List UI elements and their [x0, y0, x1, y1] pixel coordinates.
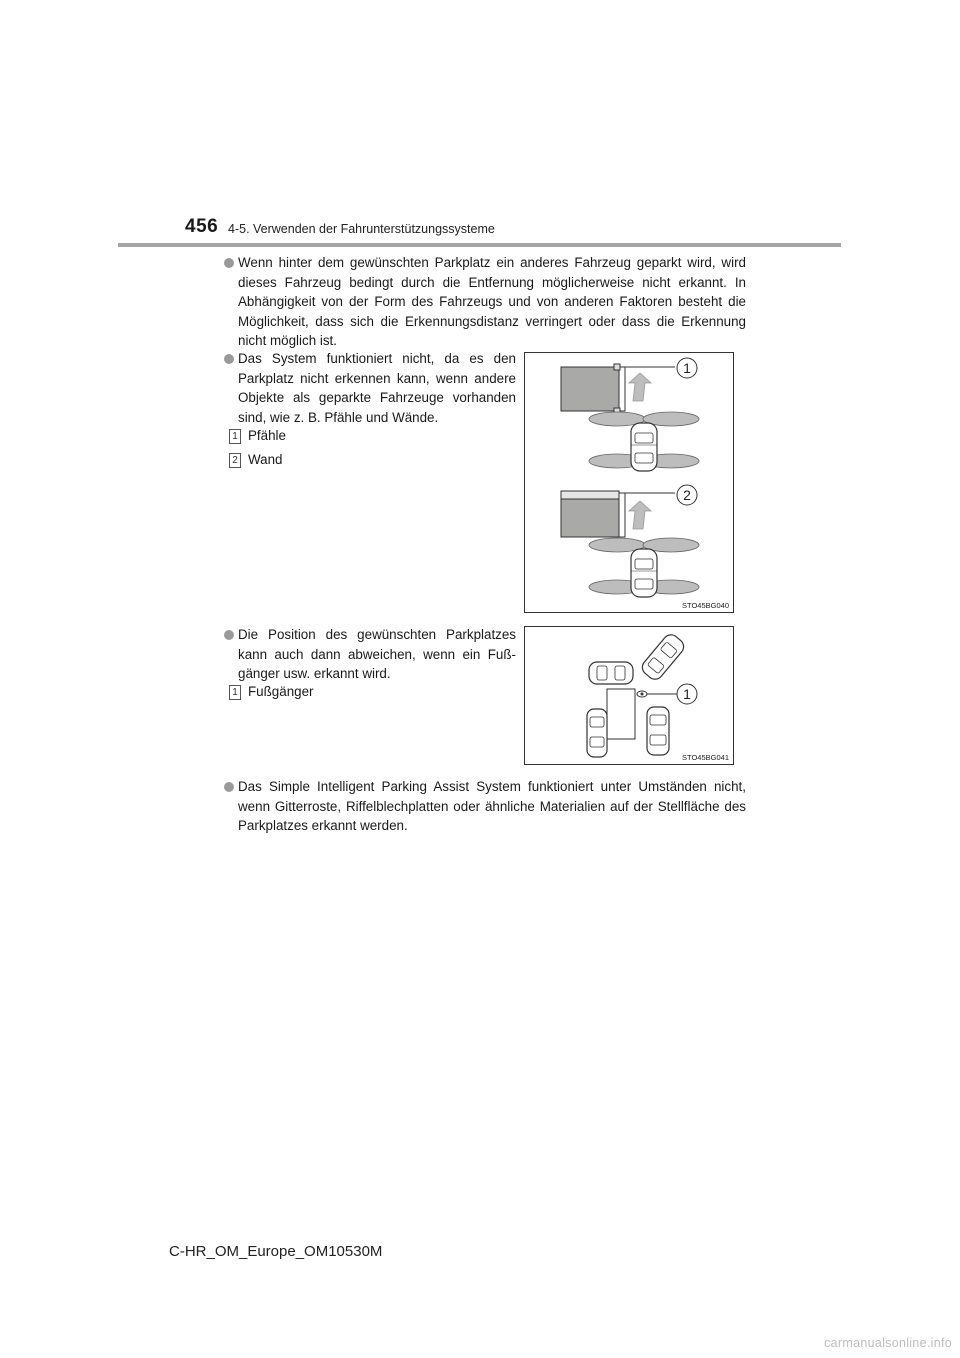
page-number: 456 [185, 216, 219, 237]
callout-bracket [619, 493, 625, 537]
pole-marker [614, 364, 620, 370]
legend-label: Wand [248, 452, 283, 467]
figure-poles-wall [524, 352, 734, 613]
callout-number: 1 [683, 360, 691, 376]
pedestrian-icon [637, 691, 647, 697]
parked-object-box [561, 367, 619, 411]
figure-poles-wall-drawing [525, 353, 733, 612]
figure-pedestrian [524, 626, 734, 765]
document-id: C-HR_OM_Europe_OM10530M [169, 1243, 383, 1260]
figure-pedestrian-drawing [525, 627, 733, 764]
legend-item-pfaehle [229, 427, 286, 445]
car-icon [647, 707, 669, 755]
bullet-text: Das System funktioniert nicht, da es den Parkplatz nicht erkennen kann, wenn andere Objekte als geparkte Fahrzeuge vorhanden sind, wie z. B. Pfähle und Wände. [238, 351, 516, 425]
legend-number: 2 [229, 453, 241, 468]
arrow-icon [629, 501, 651, 529]
car-icon [631, 423, 657, 471]
legend-label: Pfähle [248, 428, 286, 443]
wall-top [561, 491, 619, 499]
arrow-icon [629, 373, 651, 401]
bullet-icon [224, 630, 234, 640]
section-title: 4-5. Verwenden der Fahrunterstützungssysteme [228, 222, 495, 236]
bullet-text: Wenn hinter dem gewünschten Parkplatz ein anderes Fahrzeug geparkt wird, wird dieses Fahrzeug bedingt durch die Entfernung möglicherweise nicht erkannt. In Abhängigkeit von der Form des Fahrzeugs und von anderen Faktoren besteht die Möglichkeit, dass sich die Erkennungsdistanz verringert oder dass die Erkennung nicht möglich ist. [238, 255, 746, 349]
car-icon [589, 662, 633, 684]
watermark: carmanualsonline.info [824, 1336, 952, 1350]
legend-label: Fußgänger [248, 684, 314, 699]
bullet-icon [224, 258, 234, 268]
legend-number: 1 [229, 685, 241, 700]
bullet-icon [224, 782, 234, 792]
header-divider [118, 243, 841, 247]
bullet-text: Das Simple Intelligent Parking Assist System funktioniert unter Umständen nicht, wenn Gitterroste, Riffelblechplatten oder ähnliche Materialien auf der Stellfläche des Parkplatzes erkannt werden. [238, 779, 746, 834]
bullet-item [224, 253, 746, 351]
figure-code: STO45BG041 [682, 753, 729, 762]
legend-number: 1 [229, 429, 241, 444]
legend-item-fussgaenger [229, 683, 314, 701]
car-icon [631, 549, 657, 597]
callout-number: 1 [683, 686, 691, 702]
legend-item-wand [229, 451, 282, 469]
bullet-item [224, 777, 746, 836]
bullet-text: Die Position des gewünschten Parkplatzes kann auch dann abweichen, wenn ein Fuß-gänger usw. erkannt wird. [238, 627, 516, 682]
parking-space-outline [607, 689, 635, 739]
bullet-icon [224, 354, 234, 364]
wall-block [561, 499, 619, 537]
callout-number: 2 [683, 487, 691, 503]
callout-bracket [620, 367, 625, 411]
car-icon [587, 709, 607, 757]
figure-code: STO45BG040 [682, 601, 729, 610]
bullet-item [224, 625, 516, 684]
bullet-item [224, 349, 516, 427]
car-icon [639, 632, 687, 683]
